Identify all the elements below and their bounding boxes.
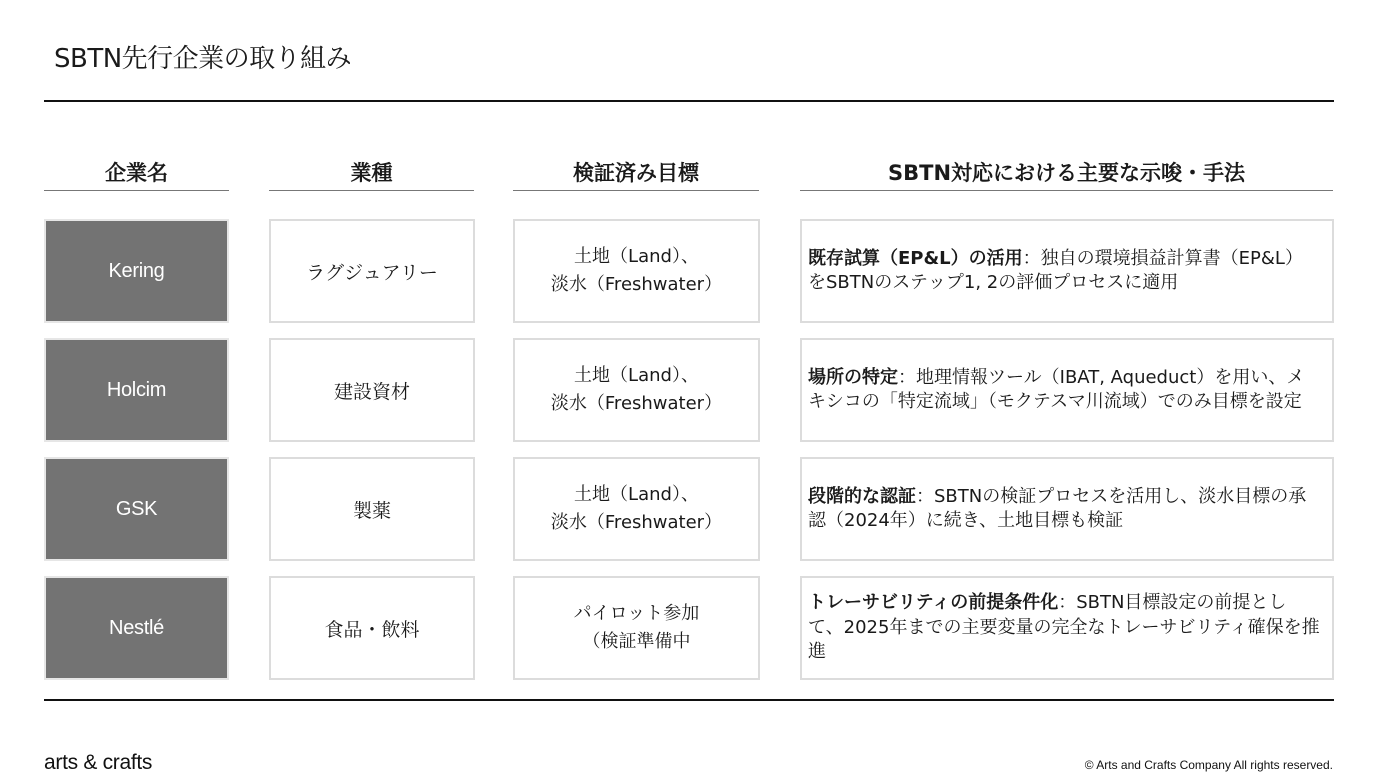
industry-cell: 製薬 (269, 457, 475, 561)
target-cell (513, 219, 760, 323)
insight-cell (800, 219, 1334, 323)
company-cell-nestle: Nestlé (44, 576, 229, 680)
target-line: パイロット参加 (573, 603, 700, 624)
industry-cell: 食品・飲料 (269, 576, 475, 680)
header-target: 検証済み目標 (513, 158, 759, 191)
insight-text (808, 485, 1320, 534)
target-line: 土地（Land）、 (574, 246, 699, 267)
insight-body: ：独自の環境損益計算書（EP&L）をSBTNのステップ1, 2の評価プロセスに適用 (808, 247, 1303, 293)
target-cell (513, 576, 760, 680)
target-line: 淡水（Freshwater） (550, 512, 723, 533)
target-cell (513, 338, 760, 442)
target-line: 淡水（Freshwater） (550, 274, 723, 295)
header-industry: 業種 (269, 158, 474, 191)
company-cell-kering: Kering (44, 219, 229, 323)
industry-cell: ラグジュアリー (269, 219, 475, 323)
insight-text (808, 591, 1320, 665)
insight-text (808, 366, 1320, 415)
insight-heading: トレーサビリティの前提条件化 (808, 592, 1059, 614)
target-line: （検証準備中 (582, 631, 691, 652)
company-cell-gsk: GSK (44, 457, 229, 561)
header-insight: SBTN対応における主要な示唆・手法 (800, 158, 1333, 191)
target-line: 淡水（Freshwater） (550, 393, 723, 414)
copyright-notice: © Arts and Crafts Company All rights reserved. (1084, 758, 1333, 772)
insight-body: ：SBTNの検証プロセスを活用し、淡水目標の承認（2024年）に続き、土地目標も検証 (808, 485, 1307, 531)
target-line: 土地（Land）、 (574, 365, 699, 386)
insight-heading: 段階的な認証 (808, 485, 916, 507)
insight-heading: 既存試算（EP&L）の活用 (808, 247, 1023, 269)
top-divider (44, 100, 1334, 102)
target-cell (513, 457, 760, 561)
insight-text (808, 247, 1320, 296)
insight-cell (800, 457, 1334, 561)
bottom-divider (44, 699, 1334, 701)
industry-cell: 建設資材 (269, 338, 475, 442)
header-company: 企業名 (44, 158, 229, 191)
insight-heading: 場所の特定 (808, 366, 898, 388)
insight-body: ：地理情報ツール（IBAT, Aqueduct）を用い、メキシコの「特定流域」（モクテスマ川流域）でのみ目標を設定 (808, 366, 1305, 412)
company-cell-holcim: Holcim (44, 338, 229, 442)
page-title: SBTN先行企業の取り組み (54, 44, 352, 74)
target-line: 土地（Land）、 (574, 484, 699, 505)
brand-logo: arts & crafts (44, 751, 153, 774)
insight-cell (800, 338, 1334, 442)
insight-body: ：SBTN目標設定の前提として、2025年までの主要変量の完全なトレーサビリティ確保を推進 (808, 592, 1320, 663)
insight-cell (800, 576, 1334, 680)
